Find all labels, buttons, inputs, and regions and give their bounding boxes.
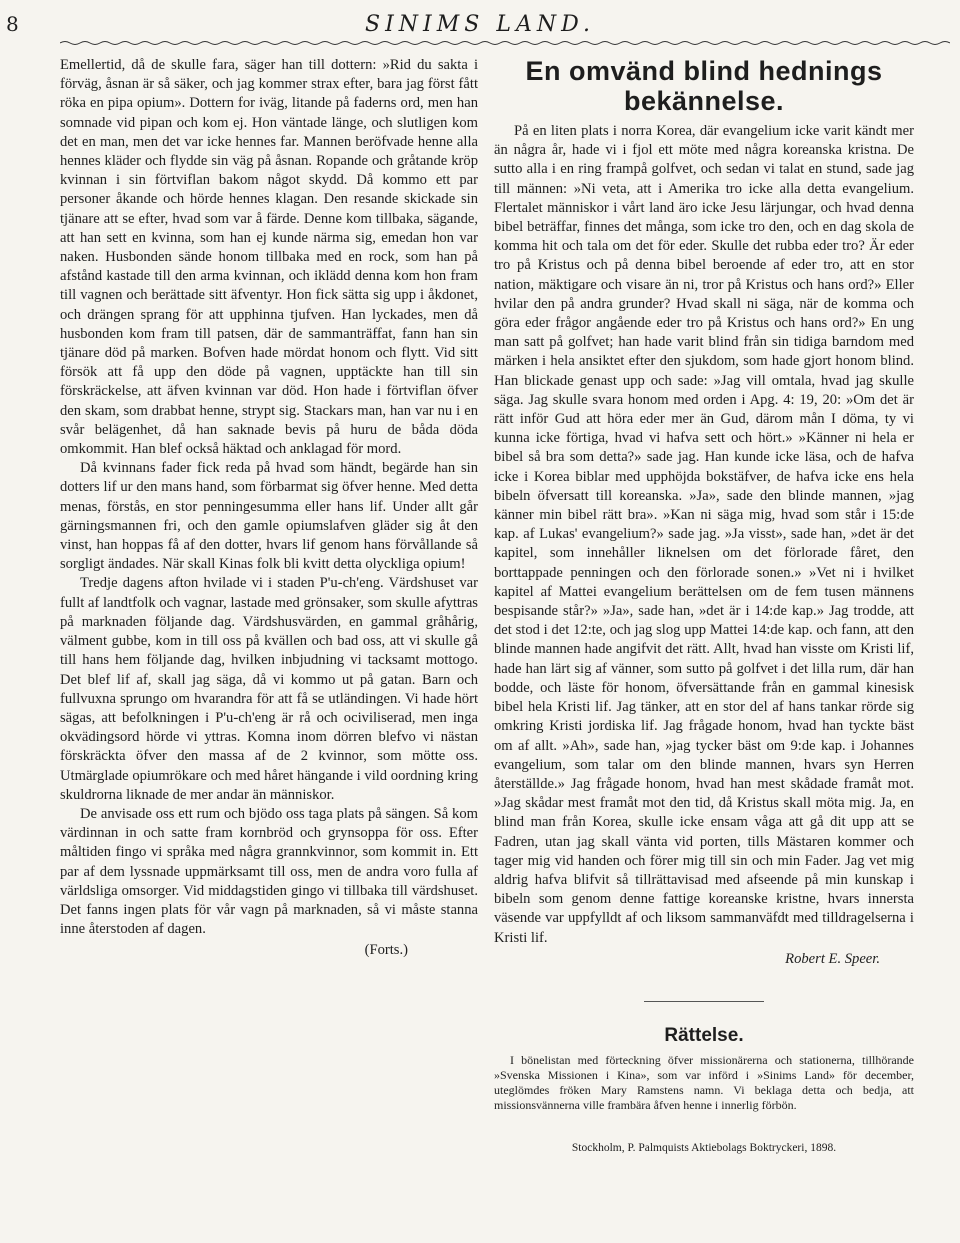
running-head: SINIMS LAND. xyxy=(365,12,595,37)
article-paragraph: På en liten plats i norra Korea, där evangelium icke varit kändt mer än några år, hade vi i fjol ett möte med några koreanska kristna. De sutto alla i en ring frampå golfvet, och sedan vi talat en stund, sade jag till männen: »Ni veta, att i Amerika tro icke alla detta evangelium. Flertalet människor i vårt land äro icke Jesu lärjungar, och hvad denna bibel beträffar, finnes det många, som icke tro den, och en dag skola de komma hit och tala om det för eder. Skulle det rubba eder tro? Är eder tro på Kristus och på denna bibel beroende af eder tro, att en stor nation, mäktigare och visare än ni, tror på Kristus och hans ord?» Eller hvilar den på andra grunder? Hvad skall ni säga, när de komma och göra eder frågor angående eder tro på Kristus och hans ord?» En ung man satt på golfvet; han hade varit blind från sin tidiga barndom med märken i hela ansiktet efter den sjukdom, som hade gjort honom blind. Han blickade genast upp och sade: »Jag vill omtala, hvad jag skulle säga. Jag skulle svara honom med orden i Apg. 4: 19, 20: »Om det är rätt inför Gud att höra eder mer än Gud, därom mån I döma, ty vi kunna icke förtiga, hvad vi hafva sett och hört.» »Känner ni hela er bibel så bra som detta?» sade jag. Han kunde icke läsa, och de hafva icke i Korea biblar med upphöjda bokstäfver, de hafva icke ens hela bibeln öfversatt till koreanska. »Ja», sade den blinde mannen, »jag känner min bibel rätt bra». »Kan ni säga mig, hvad som står i 15:de kap. af Lukas' evangelium?» sade jag. »Ja visst», sade han, »det är det kapitel, som innehåller liknelsen om det förlorade fåret, den borttappade penningen och den förlorade sonen.» »Vet ni i hvilket kapitel af Mattei evangelium berättelsen om de fem tusen männens bespisande står?» »Ja», sade han, »det är i 14:de kap.» Jag trodde, att det stod i det 12:te, och jag slog upp Mattei 14:de kap. och fann, att den blinde mannen hade angifvit det rätt. Allt, hvad han visste om Kristi lif, hade han lärt sig af vänner, som sutto på golfvet i det lilla rum, där han bodde, och läste för honom, öfversättande från en gammal kinesisk bibel hela Kristi lif. Jag tänker, att en stor del af hans tankar rörde sig omkring Kristi jordiska lif. Jag frågade honom, hvad han tyckte bäst om af allt. »Ah», sade han, »jag tycker bäst om 9:de kap. i Johannes evangelium, som talar om den blinde mannen, hvars syn Herren återställde.» Jag frågade honom, hvad han mest skådade framåt mot. »Jag skådar mest framåt mot den tid, då Kristus skall möta mig. Ja, en blind man från Korea, skulle icke ensam våga att gå dit upp att se Fadren, utan jag skall vänta vid porten, tills Mästaren kommer och tager mig vid handen och förer mig till sin och min Fader. Jag vet mig aldrig hafva blifvit så tillrättavisad med afseende på min kunskap i bibeln som genom denne fattige koreanske kristne, hvars innersta väsende var uppfylldt af och liksom sammanväfdt med tilldragelserna i Kristi lif. xyxy=(494,123,914,946)
left-paragraph: De anvisade oss ett rum och bjödo oss taga plats på sängen. Så kom värdinnan in och satte fram kornbröd och grynsoppa för oss. Efter måltiden fingo vi språka med några grannkvinnor, som kommit in. Ett par af dem lyssnade uppmärksamt till oss, men de andra voro fulla af världsliga omsorger. Vid middagstiden gingo vi tillbaka till värdshuset. Det fanns ingen plats för vår vagn på marknaden, så vi måste stanna inne återstoden af dagen. xyxy=(60,805,478,938)
printer-imprint: Stockholm, P. Palmquists Aktiebolags Boktryckeri, 1898. xyxy=(571,1142,837,1155)
article-signature: Robert E. Speer. xyxy=(785,950,880,967)
left-paragraph: Då kvinnans fader fick reda på hvad som händt, begärde han sin dotters lif ur den mans hand, som förbarmat sig öfver henne. Med detta menas, förstås, en stor penningesumma eller hans lif. Under allt går gärningsmannen fri, och den gamle opiumslafven gläder sig åt den vinst, han hoppas få af den dotter, hvars lif genom hans förvållande så sorgligt ändades. När skall Kinas folk bli kvitt detta olyckliga opium! xyxy=(60,460,478,573)
page-number: 8 xyxy=(6,12,19,36)
continued-note: (Forts.) xyxy=(364,942,408,959)
section-divider xyxy=(644,1001,764,1002)
right-column xyxy=(494,56,914,1158)
notice-text: I bönelistan med förteckning öfver missionärerna och stationerna, tillhörande »Svenska Missionen i Kina», som var införd i »Sinims Land» för december, uteglömdes fröken Mary Ramstens namn. Vi beklaga detta och bedja, att missionsvännerna ville frambära åfven henne i innerlig förbön. xyxy=(494,1053,914,1113)
left-paragraph: Emellertid, då de skulle fara, säger han till dottern: »Rid du sakta i förväg, åsnan är så säker, och jag kommer strax efter, bara jag först fått röka en pipa opium». Dottern for iväg, litande på faderns ord, men han somnade vid pipan och kom ej. Hon väntade länge, och slutligen kom det en man, men det var icke hennes far. Mannen beröfvade henne alla hennes kläder och flydde sin väg på åsnan. Ropande och gråtande kröp kvinnan i sin förtviflan bakom något skydd. Då kommo ett par personer åkande och hörde hennes klagan. Den resande skickade sin tjänare att se efter, hvad som var å färde. Denne kom tillbaka, sägande, att han sett en kvinna, som han ej kunde närma sig, emedan hon var naken. Husbonden sände honom tillbaka med en rock, som han på afstånd kastade till den arma kvinnan, och iklädd denna kom hon fram till vagnen och berättade sitt äfventyr. Hon fick sätta sig upp i åkdonet, och drängen sprang för att upphinna tjufven. Han lyckades, men då husbonden kom fram till patsen, där de sammanträffat, fann han sin tjänare död på marken. Bofven hade mördat honom och flytt. Vid sitt försök att få upp den döde på vagnen, upptäckte han till sin förskräckelse, att äfven kvinnan var död. Hon hade i förtviflan öfver den skam, som drabbat henne, strypt sig. Stackars man, han var nu i en svår belägenhet, då han saknade bevis på huru de båda dödа omkommit. Han blef också häktad och anklagad för mord. xyxy=(60,57,478,458)
article-title: En omvänd blind hednings bekännelse. xyxy=(525,56,883,116)
notice-title: Rättelse. xyxy=(664,1024,744,1046)
left-column xyxy=(60,56,478,961)
left-paragraph: Tredje dagens afton hvilade vi i staden P'u-ch'eng. Värdshuset var fullt af landtfolk och vagnar, lastade med grönsaker, som skulle afyttras på marknaden följande dag. Värdshusvärden, en gammal gråhårig, välment gubbe, kom in till oss på kvällen och bad oss, att vi skulle gå till hans hem följande dag, hvilken inbjudning vi tacksamt mottogo. Det blef lif af, skall jag säga, då vi kommo ut på gatan. Barn och fullvuxna sprungo om hvarandra för att få se utländingen. Vi hade hört sägas, att befolkningen i P'u-ch'eng är rå och ociviliserad, men inga okvädingsord hörde vi yttras. Komna inom dörren blefvo vi nästan förskräckta öfver den massa af de 2 kvinnor, som mötte oss. Utmärglade opiumrökare och med håret hängande i vild oordning kring skuldrorna liknade de mer andar än människor. xyxy=(60,575,478,803)
header-wavy-rule xyxy=(60,40,950,46)
